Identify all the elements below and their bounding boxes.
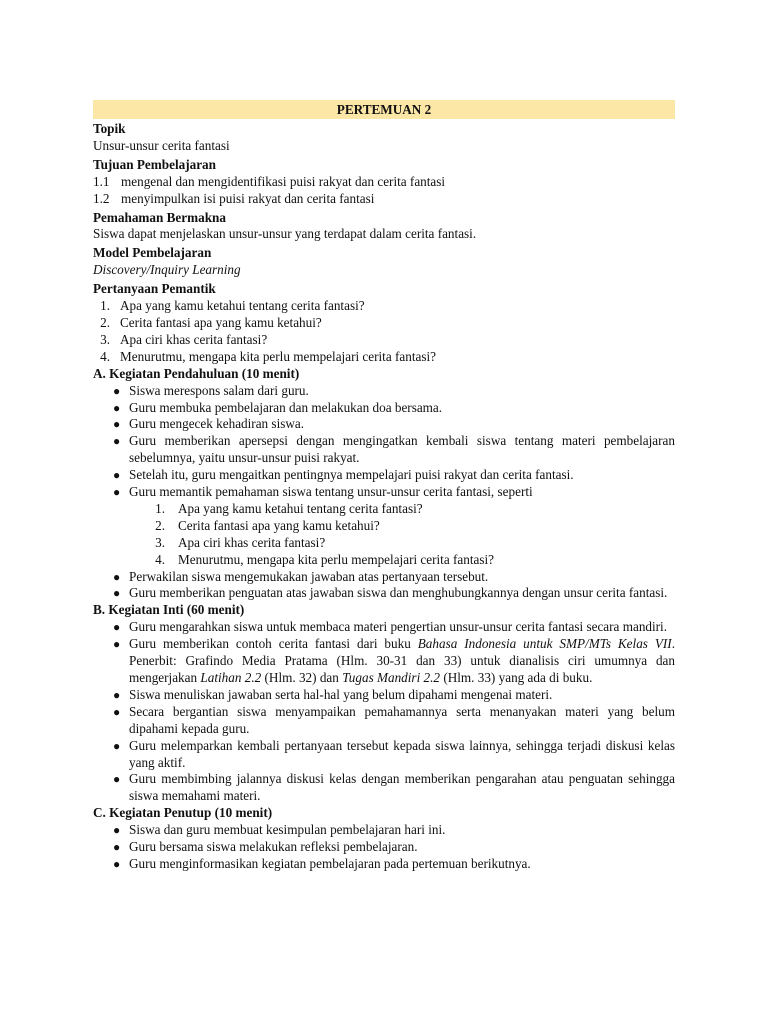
list-number: 4. — [155, 551, 165, 567]
exercise-title: Latihan 2.2 — [200, 670, 262, 685]
list-item — [149, 501, 675, 518]
bullet-icon: ● — [113, 569, 121, 584]
model-text: Discovery/Inquiry Learning — [93, 262, 241, 278]
bullet-icon: ● — [113, 620, 121, 635]
tujuan-heading: Tujuan Pembelajaran — [93, 156, 216, 172]
pemahaman-heading: Pemahaman Bermakna — [93, 209, 226, 225]
bullet-list — [113, 619, 675, 805]
list-text: Apa ciri khas cerita fantasi? — [178, 534, 326, 550]
list-item — [113, 400, 675, 417]
topik-text: Unsur-unsur cerita fantasi — [93, 137, 230, 153]
section-heading-pendahuluan: A. Kegiatan Pendahuluan (10 menit) — [93, 365, 300, 381]
list-item — [113, 771, 675, 805]
list-number: 3. — [155, 534, 165, 550]
bullet-icon: ● — [113, 400, 121, 415]
text-segment: (Hlm. 32) dan — [261, 670, 343, 685]
sub-list — [149, 501, 675, 569]
tujuan-number: 1.2 — [93, 190, 110, 206]
list-text: Apa ciri khas cerita fantasi? — [120, 331, 268, 347]
list-text: Siswa merespons salam dari guru. — [129, 382, 309, 398]
list-text: Secara bergantian siswa menyampaikan pemahamannya serta menanyakan materi yang belum dipahami kepada guru. — [129, 703, 675, 736]
bullet-list — [113, 383, 675, 603]
list-item — [113, 704, 675, 738]
list-text: Guru membimbing jalannya diskusi kelas dengan memberikan pengarahan atau penguatan sehingga siswa memahami materi. — [129, 771, 675, 804]
list-text — [129, 636, 675, 687]
list-text: Siswa menuliskan jawaban serta hal-hal yang belum dipahami mengenai materi. — [129, 686, 553, 702]
list-number: 4. — [100, 348, 110, 364]
list-text: Guru memberikan apersepsi dengan mengingatkan kembali siswa tentang materi pembelajaran sebelumnya, yaitu unsur-unsur puisi rakyat. — [129, 433, 675, 466]
document-page — [93, 100, 675, 873]
list-item — [113, 569, 675, 586]
section-heading-penutup: C. Kegiatan Penutup (10 menit) — [93, 805, 273, 821]
list-item — [93, 298, 675, 315]
list-item — [149, 552, 675, 569]
list-text: Guru mengarahkan siswa untuk membaca materi pengertian unsur-unsur cerita fantasi secara mandiri. — [129, 619, 668, 635]
model-heading: Model Pembelajaran — [93, 245, 212, 261]
text-segment: (Hlm. 33) yang ada di buku. — [440, 670, 593, 685]
bullet-icon: ● — [113, 485, 121, 500]
list-number: 2. — [155, 517, 165, 533]
list-item — [93, 349, 675, 366]
list-text: Guru menginformasikan kegiatan pembelajaran pada pertemuan berikutnya. — [129, 855, 531, 871]
list-item — [113, 619, 675, 636]
list-number: 3. — [100, 331, 110, 347]
tujuan-text: mengenal dan mengidentifikasi puisi rakyat dan cerita fantasi — [121, 173, 446, 189]
assignment-title: Tugas Mandiri 2.2 — [342, 670, 441, 685]
list-text: Guru melemparkan kembali pertanyaan tersebut kepada siswa lainnya, sehingga terjadi diskusi kelas yang aktif. — [129, 737, 675, 770]
bullet-icon: ● — [113, 738, 121, 753]
list-text: Menurutmu, mengapa kita perlu mempelajari cerita fantasi? — [178, 551, 495, 567]
tujuan-item — [93, 174, 675, 191]
list-number: 2. — [100, 314, 110, 330]
list-text: Guru memantik pemahaman siswa tentang unsur-unsur cerita fantasi, seperti — [129, 484, 533, 500]
list-item — [113, 585, 675, 602]
list-text: Guru memberikan penguatan atas jawaban siswa dan menghubungkannya dengan unsur cerita fantasi. — [129, 585, 668, 601]
list-item — [113, 856, 675, 873]
bullet-icon: ● — [113, 383, 121, 398]
list-item — [149, 518, 675, 535]
list-text: Guru bersama siswa melakukan refleksi pembelajaran. — [129, 839, 418, 855]
list-item — [149, 535, 675, 552]
pertanyaan-heading: Pertanyaan Pemantik — [93, 281, 216, 297]
text-segment: . Penerbit: Grafindo Media Pratama (Hlm. 30-31 dan 33) untuk dianalisis ciri umumnya dan mengerjakan — [129, 636, 675, 685]
list-text: Apa yang kamu ketahui tentang cerita fantasi? — [120, 298, 365, 314]
pemahaman-text: Siswa dapat menjelaskan unsur-unsur yang terdapat dalam cerita fantasi. — [93, 226, 477, 242]
bullet-icon: ● — [113, 586, 121, 601]
topik-heading: Topik — [93, 121, 126, 136]
list-text: Guru mengecek kehadiran siswa. — [129, 416, 305, 432]
list-item — [113, 433, 675, 467]
list-item — [113, 484, 675, 501]
book-title: Bahasa Indonesia untuk SMP/MTs Kelas VII — [417, 636, 672, 652]
bullet-icon: ● — [113, 772, 121, 787]
list-item — [113, 687, 675, 704]
list-number: 1. — [155, 500, 165, 516]
bullet-icon: ● — [113, 704, 121, 719]
list-item — [113, 738, 675, 772]
list-text: Menurutmu, mengapa kita perlu mempelajari cerita fantasi? — [120, 348, 437, 364]
bullet-icon: ● — [113, 840, 121, 855]
bullet-icon: ● — [113, 823, 121, 838]
section-heading-inti: B. Kegiatan Inti (60 menit) — [93, 602, 245, 618]
list-text: Setelah itu, guru mengaitkan pentingnya mempelajari puisi rakyat dan cerita fantasi. — [129, 467, 574, 483]
page-title: PERTEMUAN 2 — [93, 100, 675, 119]
tujuan-item — [93, 191, 675, 208]
list-item — [113, 467, 675, 484]
bullet-icon: ● — [113, 637, 121, 652]
bullet-icon: ● — [113, 856, 121, 871]
bullet-icon: ● — [113, 687, 121, 702]
tujuan-number: 1.1 — [93, 173, 110, 189]
tujuan-text: menyimpulkan isi puisi rakyat dan cerita fantasi — [121, 190, 375, 206]
list-item — [93, 315, 675, 332]
list-number: 1. — [100, 298, 110, 314]
bullet-icon: ● — [113, 468, 121, 483]
list-text: Perwakilan siswa mengemukakan jawaban atas pertanyaan tersebut. — [129, 568, 489, 584]
list-text: Siswa dan guru membuat kesimpulan pembelajaran hari ini. — [129, 822, 446, 838]
list-text: Cerita fantasi apa yang kamu ketahui? — [178, 517, 380, 533]
bullet-list — [113, 822, 675, 873]
list-text: Guru membuka pembelajaran dan melakukan doa bersama. — [129, 399, 443, 415]
list-item — [113, 822, 675, 839]
list-text: Cerita fantasi apa yang kamu ketahui? — [120, 314, 322, 330]
list-item — [93, 332, 675, 349]
list-item — [113, 839, 675, 856]
bullet-icon: ● — [113, 417, 121, 432]
list-item — [113, 416, 675, 433]
list-text: Apa yang kamu ketahui tentang cerita fantasi? — [178, 500, 423, 516]
text-segment: Guru memberikan contoh cerita fantasi dari buku — [129, 636, 418, 652]
list-item — [113, 636, 675, 687]
list-item — [113, 383, 675, 400]
bullet-icon: ● — [113, 434, 121, 449]
